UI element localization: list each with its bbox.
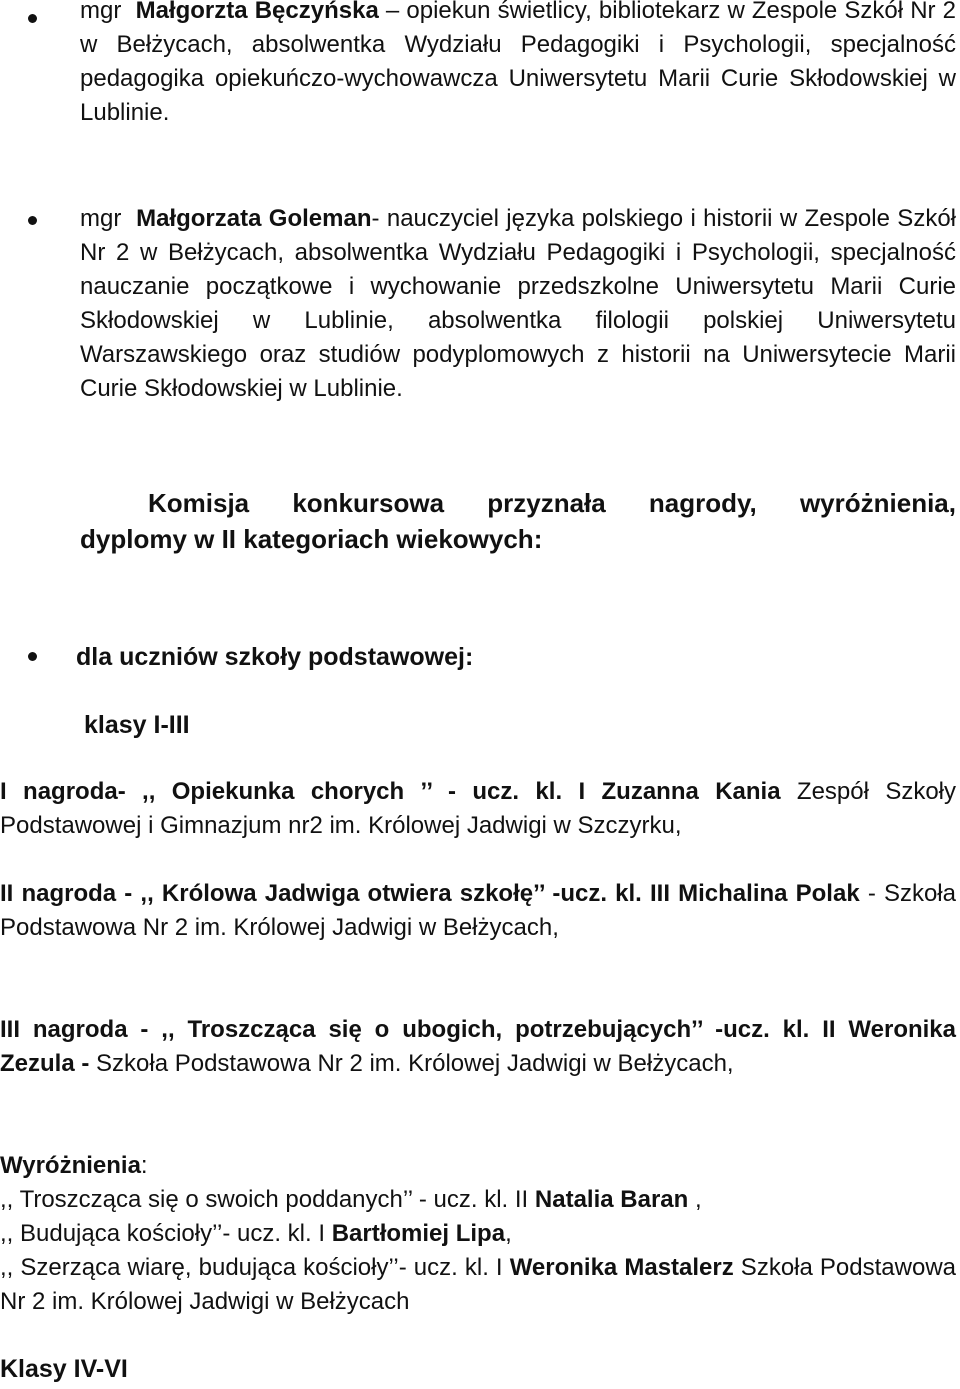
award-school: Szkoła Podstawowa Nr 2 im. Królowej Jadwigi w Bełżycach, — [89, 1050, 734, 1077]
next-section-title: Klasy IV-VI — [0, 1355, 128, 1383]
bullet-icon — [28, 216, 37, 225]
distinction-item — [0, 1183, 702, 1217]
award-school: Zespół Szkoły Podstawowej i Gimnazjum nr2 im. Królowej Jadwigi w Szczyrku, — [0, 778, 957, 839]
distinction-name: Weronika Mastalerz — [509, 1254, 734, 1281]
grade-group-title: klasy I-III — [84, 711, 190, 739]
bio-text: - nauczyciel języka polskiego i historii w Zespole Szkół Nr 2 w Bełżycach, absolwentka Wydziału Pedagogiki i Psychologii, specjalność nauczanie początkowe i wychowanie przedszkolne Uniwersytetu Marii Curie Skłodowskiej w Lublinie, absolwentka filologii polskiej Uniwersytetu Warszawskiego oraz studiów podyplomowych z historii na Uniwersytecie Marii Curie Skłodowskiej w Lublinie. — [80, 205, 956, 402]
category-title: dla uczniów szkoły podstawowej: — [76, 643, 474, 671]
bio-text: – opiekun świetlicy, bibliotekarz w Zespole Szkół Nr 2 w Bełżycach, absolwentka Wydziału Pedagogiki i Psychologii, specjalność pedagogika opiekuńczo-wychowawcza Uniwersytetu Marii Curie Skłodowskiej w Lublinie. — [80, 0, 956, 126]
commission-heading-line2: dyplomy w II kategoriach wiekowych: — [80, 524, 543, 554]
commission-heading-line1: Komisja konkursowa przyznała nagrody, wyróżnienia, — [148, 488, 956, 518]
award-title: II nagroda - ,, Królowa Jadwiga otwiera szkołę’’ -ucz. kl. III Michalina Polak — [0, 880, 860, 907]
bio-prefix: mgr — [80, 205, 122, 232]
award-school: - Szkoła Podstawowa Nr 2 im. Królowej Jadwigi w Bełżycach, — [0, 880, 956, 941]
distinctions-colon: : — [140, 1152, 148, 1179]
award-third — [0, 1013, 956, 1081]
distinction-tail: , — [505, 1220, 512, 1247]
bullet-icon — [28, 14, 37, 23]
distinction-tail: Szkoła Podstawowa Nr 2 im. Królowej Jadwigi w Bełżycach — [0, 1254, 956, 1315]
award-first — [0, 775, 956, 843]
bio-prefix: mgr — [80, 0, 122, 24]
distinction-text: ,, Budująca kościoły’’- ucz. kl. I — [0, 1220, 332, 1247]
bio-name: Małgorzta Bęczyńska — [135, 0, 379, 24]
distinction-text: ,, Szerząca wiarę, budująca kościoły’’- ucz. kl. I — [0, 1254, 510, 1281]
award-second — [0, 877, 956, 945]
bullet-icon — [28, 652, 37, 661]
distinction-name: Bartłomiej Lipa — [331, 1220, 506, 1247]
distinction-item — [0, 1251, 956, 1319]
distinctions-label: Wyróżnienia — [0, 1152, 141, 1179]
distinction-item — [0, 1217, 512, 1251]
distinctions-heading — [0, 1149, 148, 1183]
award-title: III nagroda - ,, Troszcząca się o ubogich, potrzebujących’’ -ucz. kl. II Weronika Zezula - — [0, 1016, 956, 1077]
distinction-tail: , — [688, 1186, 702, 1213]
bio-paragraph — [80, 0, 956, 130]
distinction-name: Natalia Baran — [534, 1186, 689, 1213]
bio-paragraph — [80, 202, 956, 406]
bio-name: Małgorzata Goleman — [136, 205, 372, 232]
distinction-text: ,, Troszcząca się o swoich poddanych’’ - ucz. kl. II — [0, 1186, 535, 1213]
award-title: I nagroda- ,, Opiekunka chorych ’’ - ucz. kl. I Zuzanna Kania — [0, 778, 781, 805]
